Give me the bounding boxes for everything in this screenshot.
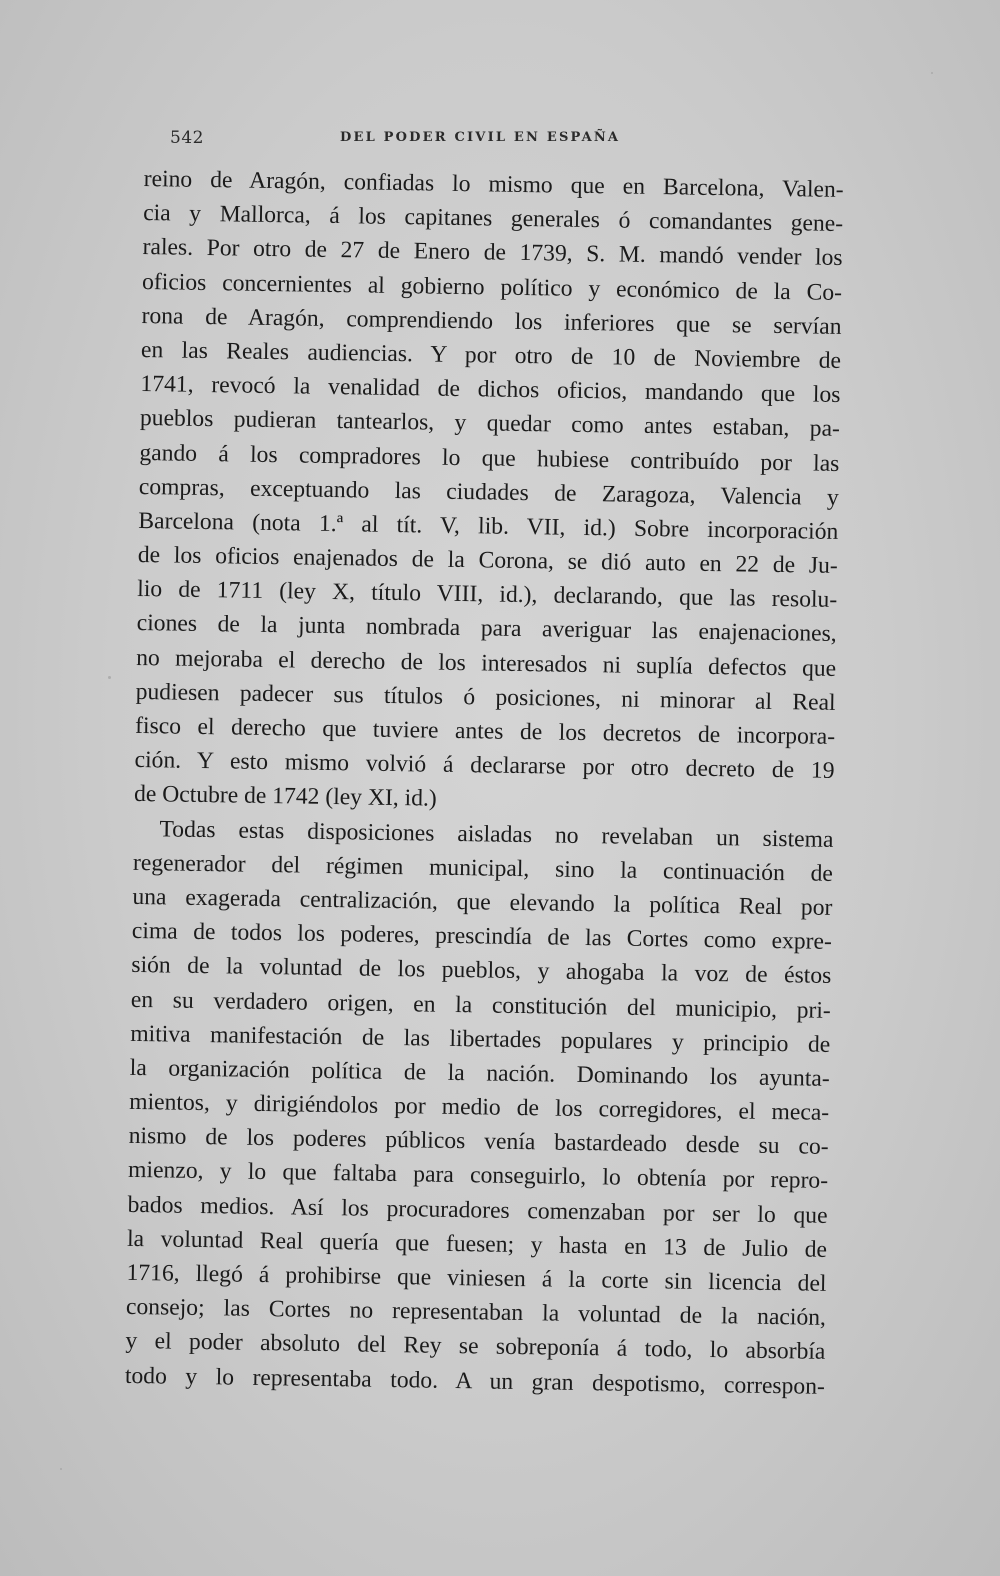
text-line: gando á los compradores lo que hubiese contribuído por las [139,439,840,477]
text-line: la voluntad Real quería que fuesen; y hasta en 13 de Julio de [126,1225,828,1263]
text-line: no mejoraba el derecho de los interesados ni suplía defectos que [136,644,837,682]
text-line: Barcelona (nota 1.ª al tít. V, lib. VII, id.) Sobre incorporación [138,507,839,545]
running-title: DEL PODER CIVIL EN ESPAÑA [340,130,621,145]
text-line: la organización política de la nación. Dominando los ayunta- [129,1054,830,1092]
paper-speck [60,1468,62,1470]
paper-speck [931,72,933,74]
text-line: en su verdadero origen, en la constitución del municipio, pri- [130,986,831,1024]
text-line: pudiesen padecer sus títulos ó posiciones, ni minorar al Real [135,678,836,716]
text-line: y el poder absoluto del Rey se sobreponía á todo, lo absorbía [125,1328,826,1366]
text-line: rona de Aragón, comprendiendo los inferiores que se servían [141,302,842,340]
text-line: cia y Mallorca, á los capitanes generales ó comandantes gene- [142,200,844,238]
paragraph-1 [134,162,844,822]
text-line: sión de la voluntad de los pueblos, y ahogaba la voz de éstos [131,952,832,990]
text-line: en las Reales audiencias. Y por otro de 10 de Noviembre de [140,336,842,374]
paper-speck [108,676,111,679]
text-line: consejo; las Cortes no representaban la voluntad de la nación, [125,1294,827,1332]
text-line: pueblos pudieran tantearlos, y quedar como antes estaban, pa- [139,405,841,443]
text-line: una exagerada centralización, que elevando la política Real por [132,883,833,921]
text-line: rales. Por otro de 27 de Enero de 1739, S. M. mandó vender los [142,234,843,272]
text-line: fisco el derecho que tuviere antes de los decretos de incorpora- [134,712,836,750]
text-line: nismo de los poderes públicos venía bastardeado desde su co- [128,1123,829,1161]
text-line: 1741, revocó la venalidad de dichos oficios, mandando que los [140,371,841,409]
text-line: cima de todos los poderes, prescindía de las Cortes como expre- [131,918,833,956]
text-line: mientos, y dirigiéndolos por medio de los corregidores, el meca- [129,1088,830,1126]
body-text [125,162,844,1404]
text-line: mitiva manifestación de las libertades populares y principio de [130,1020,831,1058]
text-line: lio de 1711 (ley X, título VIII, id.), declarando, que las resolu- [137,576,838,614]
text-line: ción. Y esto mismo volvió á declararse por otro decreto de 19 [134,747,835,785]
text-line: 1716, llegó á prohibirse que viniesen á la corte sin licencia del [126,1259,827,1297]
text-line: bados medios. Así los procuradores comenzaban por ser lo que [127,1191,828,1229]
text-line: mienzo, y lo que faltaba para conseguirlo, lo obtenía por repro- [127,1157,829,1195]
page-number: 542 [170,128,204,148]
text-line: de los oficios enajenados de la Corona, se dió auto en 22 de Ju- [137,542,838,580]
text-line: Todas estas disposiciones aisladas no revelaban un sistema [159,815,834,853]
text-line: oficios concernientes al gobierno político y económico de la Co- [141,268,843,306]
paragraph-2 [125,811,834,1403]
text-line: regenerador del régimen municipal, sino la continuación de [132,849,834,887]
running-head [170,128,850,152]
text-line: ciones de la junta nombrada para averiguar las enajenaciones, [136,610,837,648]
text-line: todo y lo representaba todo. A un gran despotismo, correspon- [124,1362,826,1400]
text-line: reino de Aragón, confiadas lo mismo que en Barcelona, Valen- [143,165,844,203]
text-line: de Octubre de 1742 (ley XI, id.) [133,781,437,813]
text-line: compras, exceptuando las ciudades de Zaragoza, Valencia y [138,473,840,511]
